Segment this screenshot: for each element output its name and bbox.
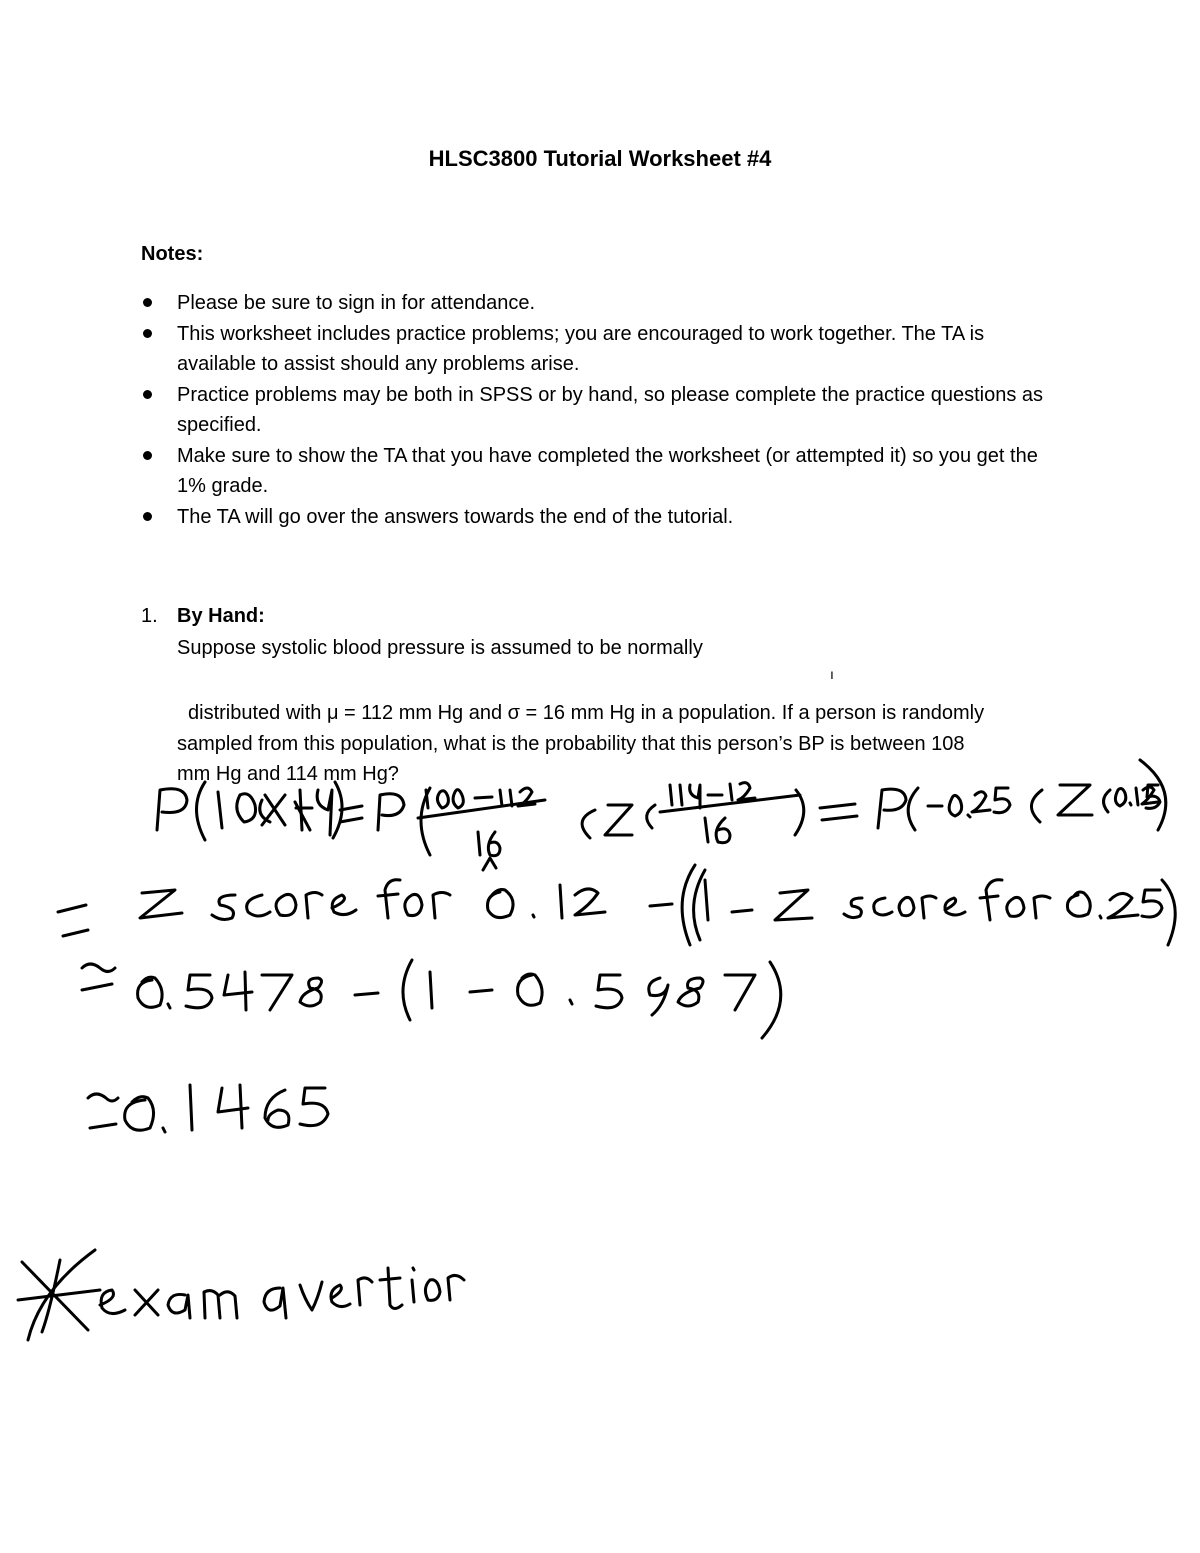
question-text-line: sampled from this population, what is the probability that this person’s BP is between 108 (177, 732, 965, 755)
handwriting-line-4 (88, 1085, 328, 1132)
list-item: Please be sure to sign in for attendance. (141, 288, 1061, 319)
handwriting-line-2 (58, 865, 1175, 945)
list-item: The TA will go over the answers towards the end of the tutorial. (141, 502, 1061, 533)
handwriting-line-3 (82, 960, 781, 1038)
page-title: HLSC3800 Tutorial Worksheet #4 (428, 146, 772, 171)
question-heading: By Hand: (177, 605, 265, 627)
question-text-line: Suppose systolic blood pressure is assumed to be normally (177, 637, 703, 659)
list-item: This worksheet includes practice problems; you are encouraged to work together. The TA is available to assist should any problems arise. (141, 319, 1061, 380)
stray-mark: ı (830, 666, 834, 682)
question-number: 1. (141, 605, 158, 627)
list-item: Practice problems may be both in SPSS or by hand, so please complete the practice questions as specified. (141, 380, 1061, 441)
list-item: Make sure to show the TA that you have completed the worksheet (or attempted it) so you get the 1% grade. (141, 441, 1061, 502)
question-text-line: mm Hg and 114 mm Hg? (177, 763, 399, 785)
notes-heading: Notes: (141, 243, 204, 265)
handwriting-line-5 (18, 1250, 464, 1340)
question-text-line: distributed with μ = 112 mm Hg and σ = 16 mm Hg in a population. If a person is randomly (188, 702, 985, 724)
handwriting-line-1 (157, 760, 1166, 870)
